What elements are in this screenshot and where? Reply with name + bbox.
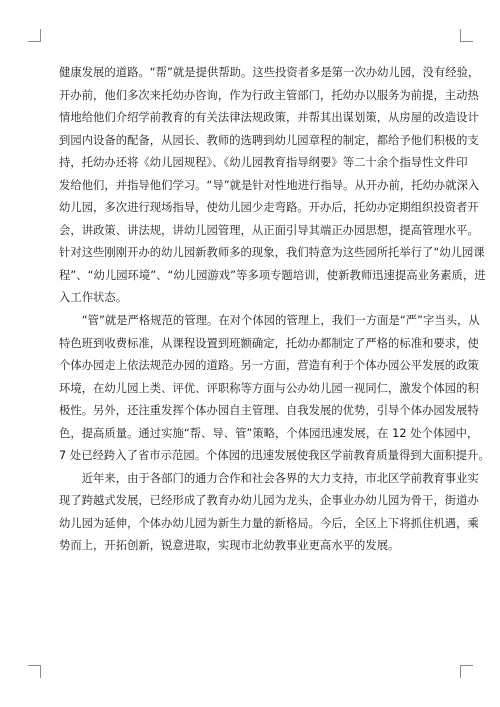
text-line: 个体办园走上依法规范办园的道路。另一方面，营造有利于个体办园公平发展的政策: [59, 359, 479, 373]
crop-mark-bottom-left: [28, 665, 41, 678]
text-line: 程”、“幼儿园环境”、“幼儿园游戏”等多项专题培训，使新教师迅速提高业务素质，进: [59, 268, 486, 282]
text-line: “管”就是严格规范的管理。在对个体园的管理上，我们一方面是“严”字当头，从: [59, 314, 480, 328]
text-line: 7 处已经跨入了省市示范园。个体园的迅速发展使我区学前教育质量得到大面积提升。: [59, 449, 490, 463]
text-line: 健康发展的道路。“帮”就是提供帮助。这些投资者多是第一次办幼儿园，没有经验，: [59, 66, 480, 79]
text-line: 到园内设备的配备，从园长、教师的选聘到幼儿园章程的制定，都给予他们积极的支: [59, 133, 479, 147]
crop-mark-top-left: [28, 29, 41, 42]
text-line: 针对这些刚刚开办的幼儿园新教师多的现象，我们特意为这些园所托举行了“幼儿园课: [59, 246, 485, 260]
text-line: 入工作状态。: [59, 291, 128, 305]
body-text: [59, 62, 490, 558]
text-line: 势而上，开拓创新，锐意进取，实现市北幼教事业更高水平的发展。: [59, 539, 400, 553]
crop-mark-bottom-right: [460, 665, 473, 678]
text-line: 特色班到收费标准，从课程设置到班额确定，托幼办都制定了严格的标准和要求，使: [59, 336, 479, 350]
text-line: 开办前，他们多次来托幼办咨询，作为行政主管部门，托幼办以服务为前提，主动热: [59, 88, 479, 102]
text-line: 极性。另外，还注重发挥个体办园自主管理、自我发展的优势，引导个体办园发展特: [59, 404, 479, 418]
text-line: 幼儿园为延伸，个体办幼儿园为新生力量的新格局。今后，全区上下将抓住机遇，乘: [59, 516, 479, 530]
text-line: 会，讲政策、讲法规，讲幼儿园管理，从正面引导其端正办园思想，提高管理水平。: [59, 223, 479, 237]
text-line: 现了跨越式发展，已经形成了教育办幼儿园为龙头，企事业办幼儿园为骨干，街道办: [59, 494, 479, 508]
text-line: 发给他们，并指导他们学习。“导”就是针对性地进行指导。从开办前，托幼办就深入: [59, 178, 480, 192]
text-line: 幼儿园，多次进行现场指导，使幼儿园少走弯路。开办后，托幼办定期组织投资者开: [59, 201, 479, 215]
text-line: 环境，在幼儿园上类、评优、评职称等方面与公办幼儿园一视同仁，激发个体园的积: [59, 381, 479, 395]
crop-mark-top-right: [460, 29, 473, 42]
text-line: 情地给他们介绍学前教育的有关法律法规政策，并帮其出谋划策，从房屋的改造设计: [59, 111, 479, 125]
text-line: 近年来，由于各部门的通力合作和社会各界的大力支持，市北区学前教育事业实: [59, 471, 479, 485]
text-line: 色，提高质量。通过实施“帮、导、管”策略，个体园迅速发展，在 12 处个体园中，: [59, 426, 479, 440]
text-line: 持，托幼办还将《幼儿园规程》、《幼儿园教育指导纲要》等二十余个指导性文件印: [59, 156, 468, 170]
